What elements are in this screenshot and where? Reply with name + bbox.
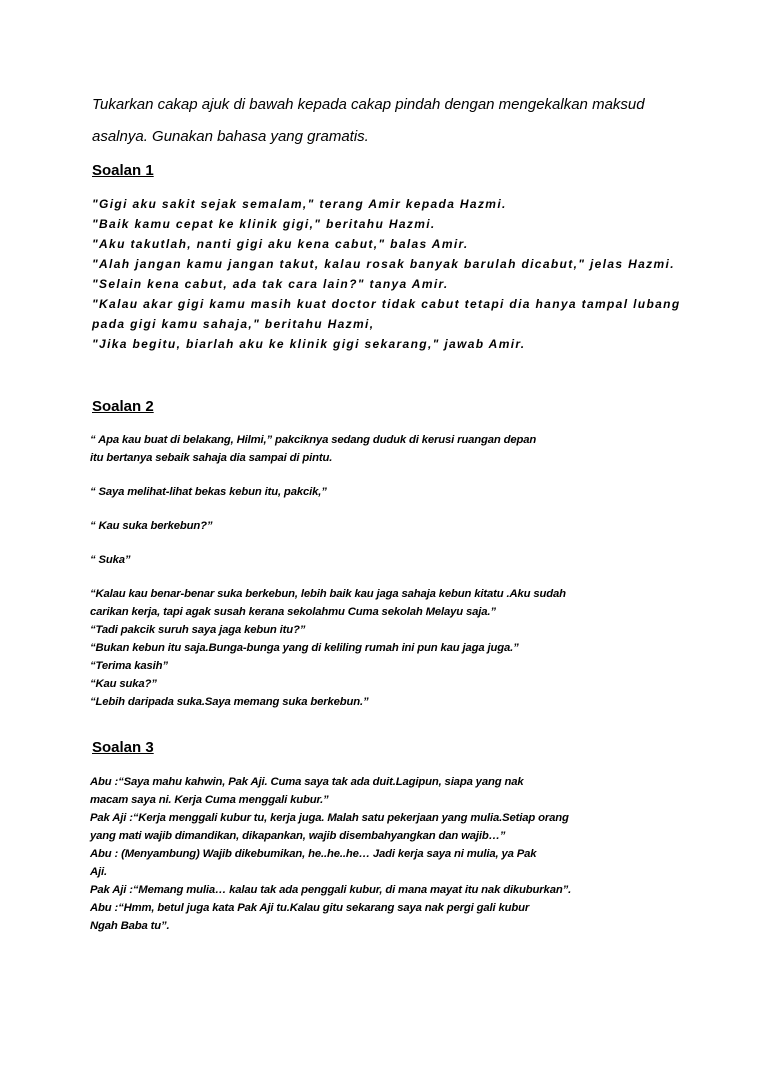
soalan-2-line: “ Kau suka berkebun?” <box>90 520 213 532</box>
soalan-3-line: Aji. <box>90 866 107 878</box>
instruction-line-2: asalnya. Gunakan bahasa yang gramatis. <box>92 128 369 145</box>
soalan-3-body <box>90 773 730 935</box>
soalan-3-line: Abu :“Saya mahu kahwin, Pak Aji. Cuma saya tak ada duit.Lagipun, siapa yang nak <box>90 776 524 788</box>
soalan-1-line: "Baik kamu cepat ke klinik gigi," beritahu Hazmi. <box>92 217 436 231</box>
soalan-2-line: itu bertanya sebaik sahaja dia sampai di pintu. <box>90 452 333 464</box>
soalan-2-line: “ Apa kau buat di belakang, Hilmi,” pakciknya sedang duduk di kerusi ruangan depan <box>90 434 537 446</box>
soalan-1-line: pada gigi kamu sahaja," beritahu Hazmi, <box>92 317 375 331</box>
soalan-1-line: "Aku takutlah, nanti gigi aku kena cabut," balas Amir. <box>92 237 469 251</box>
soalan-2-line: “Kau suka?” <box>90 678 157 690</box>
soalan-3-heading: Soalan 3 <box>92 739 154 756</box>
soalan-2-line: “Terima kasih” <box>90 660 168 672</box>
soalan-2-heading: Soalan 2 <box>92 398 154 415</box>
soalan-2-gap <box>90 569 730 585</box>
soalan-2-line: “ Suka” <box>90 554 131 566</box>
soalan-3-line: Abu :“Hmm, betul juga kata Pak Aji tu.Kalau gitu sekarang saya nak pergi gali kubur <box>90 902 530 914</box>
soalan-1-line: "Kalau akar gigi kamu masih kuat doctor tidak cabut tetapi dia hanya tampal lubang <box>92 297 681 311</box>
soalan-3-line: macam saya ni. Kerja Cuma menggali kubur.” <box>90 794 329 806</box>
soalan-3-line: yang mati wajib dimandikan, dikapankan, wajib disembahyangkan dan wajib…” <box>90 830 506 842</box>
soalan-3-line: Pak Aji :“Kerja menggali kubur tu, kerja juga. Malah satu pekerjaan yang mulia.Setiap orang <box>90 812 569 824</box>
soalan-1-line: "Gigi aku sakit sejak semalam," terang Amir kepada Hazmi. <box>92 197 507 211</box>
soalan-2-line: “Kalau kau benar-benar suka berkebun, lebih baik kau jaga sahaja kebun kitatu .Aku sudah <box>90 588 566 600</box>
soalan-1-line: "Alah jangan kamu jangan takut, kalau rosak banyak barulah dicabut," jelas Hazmi. <box>92 257 675 271</box>
soalan-3-line: Pak Aji :“Memang mulia… kalau tak ada penggali kubur, di mana mayat itu nak dikuburkan”. <box>90 884 572 896</box>
soalan-3-line: Ngah Baba tu”. <box>90 920 170 932</box>
soalan-2-line: “Lebih daripada suka.Saya memang suka berkebun.” <box>90 696 369 708</box>
soalan-1-body <box>92 194 722 354</box>
soalan-1-line: "Jika begitu, biarlah aku ke klinik gigi sekarang," jawab Amir. <box>92 337 526 351</box>
soalan-2-line: “ Saya melihat-lihat bekas kebun itu, pakcik,” <box>90 486 327 498</box>
soalan-2-body <box>90 431 730 711</box>
soalan-2-line: “Tadi pakcik suruh saya jaga kebun itu?” <box>90 624 306 636</box>
soalan-1-line: "Selain kena cabut, ada tak cara lain?" tanya Amir. <box>92 277 449 291</box>
soalan-2-line: carikan kerja, tapi agak susah kerana sekolahmu Cuma sekolah Melayu saja.” <box>90 606 496 618</box>
instruction-line-1: Tukarkan cakap ajuk di bawah kepada cakap pindah dengan mengekalkan maksud <box>92 96 645 113</box>
soalan-3-line: Abu : (Menyambung) Wajib dikebumikan, he..he..he… Jadi kerja saya ni mulia, ya Pak <box>90 848 537 860</box>
soalan-1-heading: Soalan 1 <box>92 162 154 179</box>
soalan-2-gap <box>90 467 730 483</box>
soalan-2-line: “Bukan kebun itu saja.Bunga-bunga yang di keliling rumah ini pun kau jaga juga.” <box>90 642 519 654</box>
soalan-2-gap <box>90 535 730 551</box>
soalan-2-gap <box>90 501 730 517</box>
